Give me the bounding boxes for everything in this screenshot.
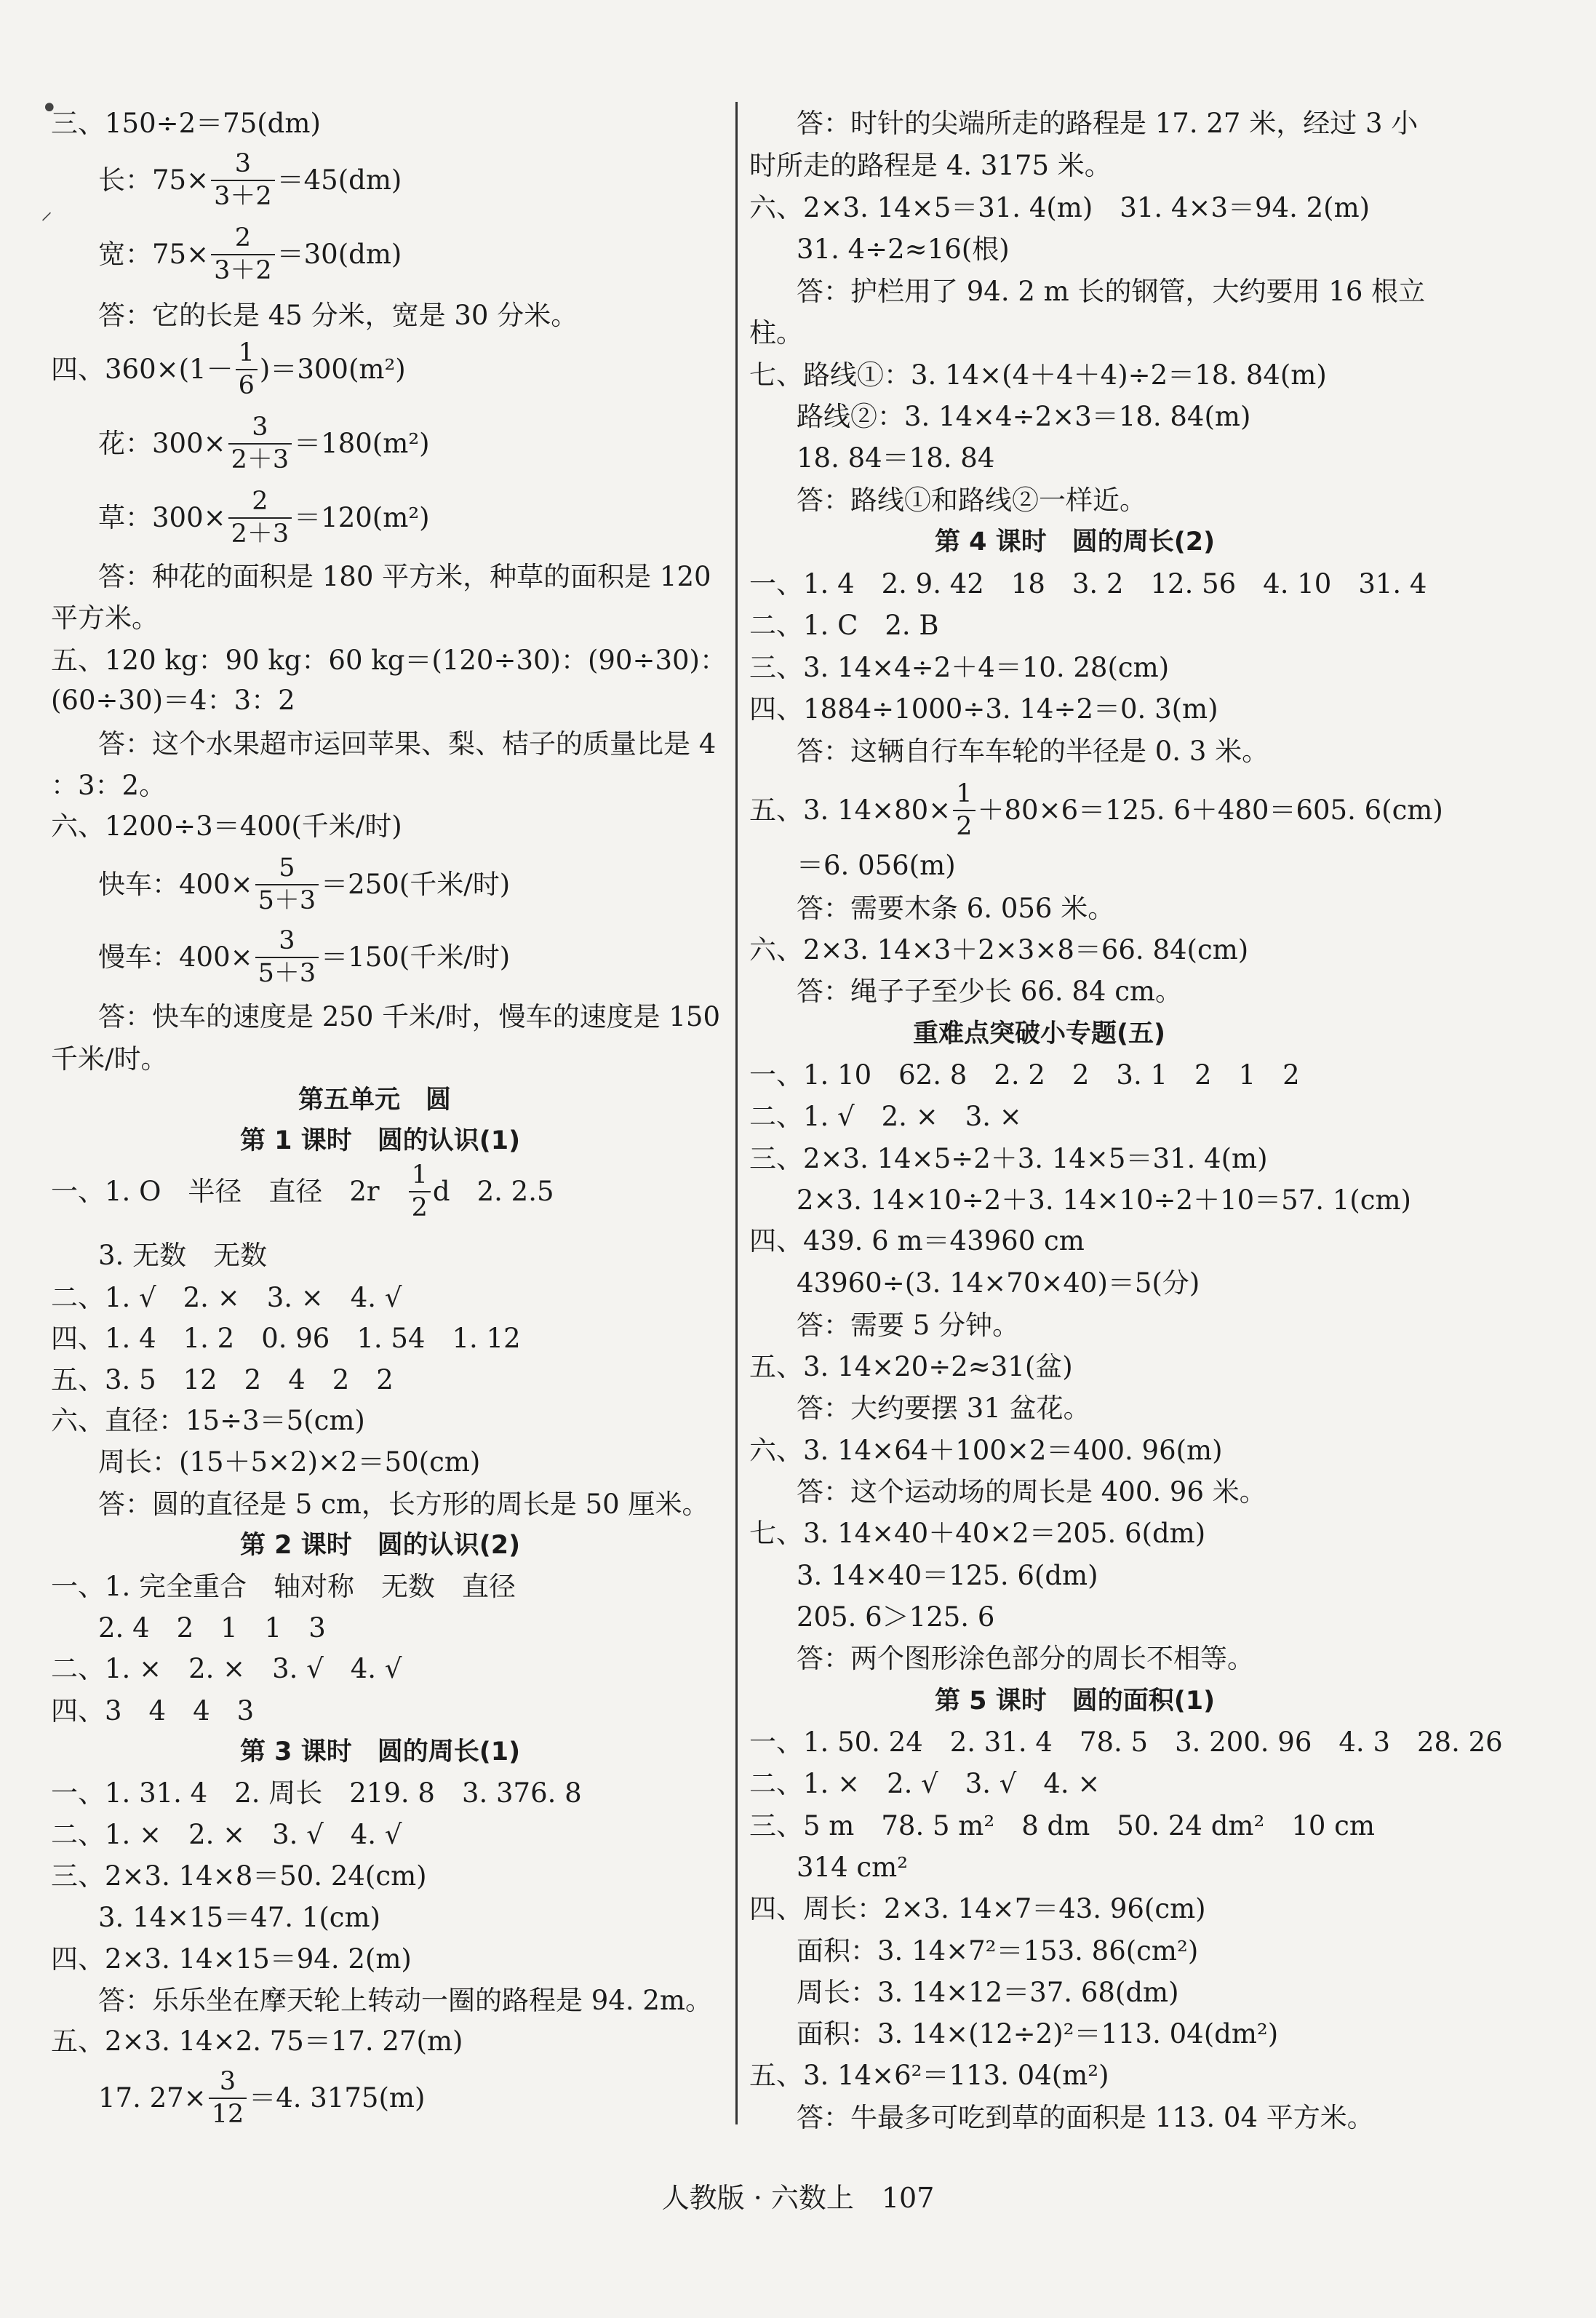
section-heading: 第 3 课时 圆的周长(1) — [240, 1737, 521, 1767]
fraction-denominator: 5＋3 — [255, 957, 319, 987]
answer-line: 答：牛最多可吃到草的面积是 113. 04 平方米。 — [797, 2102, 1374, 2133]
answer-line: 2×3. 14×10÷2＋3. 14×10÷2＋10＝57. 1(cm) — [797, 1184, 1411, 1216]
answer-line — [51, 1155, 554, 1228]
expression-part: ＝180(m²) — [294, 428, 430, 459]
fraction — [228, 415, 292, 473]
section-heading: 第 1 课时 圆的认识(1) — [240, 1126, 521, 1155]
answer-line: 一、1. 31. 4 2. 周长 219. 8 3. 376. 8 — [51, 1777, 582, 1809]
answer-line: 答：需要木条 6. 056 米。 — [797, 893, 1115, 924]
answer-line: 答：它的长是 45 分米，宽是 30 分米。 — [98, 300, 578, 331]
fraction — [409, 1160, 431, 1222]
fraction — [255, 928, 319, 987]
answer-line — [98, 2062, 425, 2135]
fraction-numerator: 5 — [279, 853, 295, 883]
answer-line: 五、2×3. 14×2. 75＝17. 27(m) — [51, 2026, 463, 2057]
fraction-numerator: 1 — [411, 1160, 428, 1190]
answer-line: 18. 84＝18. 84 — [797, 442, 995, 474]
answer-line: 五、3. 5 12 2 4 2 2 — [51, 1364, 394, 1395]
expression-part: 长：75× — [98, 164, 210, 196]
fraction-numerator: 1 — [956, 779, 973, 808]
answer-line: 一、1. 4 2. 9. 42 18 3. 2 12. 56 4. 10 31. 4 — [749, 568, 1427, 600]
section-heading: 重难点突破小专题(五) — [913, 1019, 1165, 1048]
fraction — [209, 2069, 247, 2127]
fraction-denominator: 12 — [209, 2098, 247, 2127]
fraction-denominator: 3＋2 — [211, 254, 275, 284]
fraction-denominator: 5＋3 — [255, 884, 319, 914]
answer-line: 平方米。 — [51, 602, 159, 634]
answer-line: 答：绳子子至少长 66. 84 cm。 — [797, 976, 1183, 1007]
expression-part: 宽：75× — [98, 239, 210, 270]
answer-line — [98, 218, 402, 291]
expression-part: 慢车：400× — [98, 941, 253, 973]
answer-line: 四、439. 6 m＝43960 cm — [749, 1225, 1085, 1256]
answer-line: 3. 无数 无数 — [98, 1240, 268, 1271]
answer-line: 二、1. × 2. × 3. √ 4. √ — [51, 1819, 402, 1850]
expression-part: d 2. 2.5 — [432, 1176, 554, 1207]
answer-line: 一、1. 50. 24 2. 31. 4 78. 5 3. 200. 96 4. 3 28. 26 — [749, 1726, 1503, 1758]
fraction-denominator: 2 — [953, 810, 975, 840]
answer-line: 三、2×3. 14×5÷2＋3. 14×5＝31. 4(m) — [749, 1143, 1268, 1174]
fraction-denominator: 3＋2 — [211, 180, 275, 210]
answer-line: 答：种花的面积是 180 平方米，种草的面积是 120 — [98, 561, 711, 592]
answer-line: 四、周长：2×3. 14×7＝43. 96(cm) — [749, 1893, 1206, 1924]
answer-line: 面积：3. 14×7²＝153. 86(cm²) — [797, 1935, 1199, 1967]
answer-line — [98, 482, 430, 554]
expression-part: ＝4. 3175(m) — [249, 2082, 426, 2114]
answer-line: 205. 6＞125. 6 — [797, 1601, 995, 1633]
expression-part: 一、1. O 半径 直径 2r — [51, 1176, 407, 1207]
answer-line: 3. 14×15＝47. 1(cm) — [98, 1902, 381, 1933]
answer-line: 三、5 m 78. 5 m² 8 dm 50. 24 dm² 10 cm — [749, 1810, 1375, 1841]
answer-line: 五、3. 14×6²＝113. 04(m²) — [749, 2060, 1109, 2091]
answer-line — [98, 921, 510, 994]
answer-line: 四、1884÷1000÷3. 14÷2＝0. 3(m) — [749, 693, 1218, 725]
answer-line: 答：时针的尖端所走的路程是 17. 27 米，经过 3 小 — [797, 108, 1419, 139]
answer-line: 五、120 kg：90 kg：60 kg＝(120÷30)：(90÷30)： — [51, 645, 727, 676]
fraction-numerator: 3 — [219, 2067, 236, 2096]
fraction-numerator: 3 — [279, 926, 295, 955]
answer-line — [98, 848, 510, 921]
answer-line: 千米/时。 — [51, 1043, 168, 1075]
expression-part: 草：300× — [98, 502, 226, 533]
expression-part: ＝30(dm) — [276, 239, 402, 270]
answer-line: 七、3. 14×40＋40×2＝205. 6(dm) — [749, 1518, 1206, 1549]
answer-line: 314 cm² — [797, 1852, 909, 1883]
fraction-numerator: 2 — [252, 487, 268, 516]
answer-line: 一、1. 完全重合 轴对称 无数 直径 — [51, 1571, 516, 1602]
answer-line: 答：护栏用了 94. 2 m 长的钢管，大约要用 16 根立 — [797, 276, 1426, 307]
expression-part: )＝300(m²) — [259, 354, 406, 385]
answer-line: 答：路线①和路线②一样近。 — [797, 485, 1146, 516]
answer-line: 四、3 4 4 3 — [51, 1695, 255, 1726]
answer-line — [98, 407, 430, 480]
answer-line: 31. 4÷2≈16(根) — [797, 234, 1010, 265]
fraction-denominator: 2＋3 — [228, 443, 292, 473]
fraction — [228, 489, 292, 547]
fraction-denominator: 2 — [409, 1191, 431, 1221]
answer-line: 二、1. × 2. √ 3. √ 4. × — [749, 1768, 1101, 1799]
answer-line: 五、3. 14×20÷2≈31(盆) — [749, 1351, 1073, 1382]
answer-line: 答：这个运动场的周长是 400. 96 米。 — [797, 1476, 1266, 1508]
fraction — [211, 151, 275, 210]
section-heading: 第 4 课时 圆的周长(2) — [935, 527, 1216, 557]
expression-part: 花：300× — [98, 428, 226, 459]
expression-part: 17. 27× — [98, 2082, 207, 2114]
answer-line: 六、2×3. 14×3＋2×3×8＝66. 84(cm) — [749, 934, 1249, 965]
answer-line: 六、3. 14×64＋100×2＝400. 96(m) — [749, 1435, 1223, 1466]
expression-part: ＝150(千米/时) — [321, 941, 511, 973]
answer-line: 周长：3. 14×12＝37. 68(dm) — [797, 1977, 1179, 2008]
answer-line: 四、1. 4 1. 2 0. 96 1. 54 1. 12 — [51, 1323, 521, 1354]
section-heading: 第 5 课时 圆的面积(1) — [935, 1686, 1216, 1716]
answer-line: 答：需要 5 分钟。 — [797, 1310, 1020, 1341]
answer-line: 2. 4 2 1 1 3 — [98, 1612, 326, 1644]
answer-line: 面积：3. 14×(12÷2)²＝113. 04(dm²) — [797, 2018, 1279, 2050]
answer-line: 二、1. C 2. B — [749, 610, 939, 641]
fraction — [953, 781, 975, 840]
fraction — [211, 223, 275, 285]
answer-line: 时所走的路程是 4. 3175 米。 — [749, 150, 1112, 181]
answer-line: 答：这个水果超市运回苹果、梨、桔子的质量比是 4 — [98, 728, 717, 760]
margin-mark: • — [41, 92, 58, 125]
answer-line — [749, 774, 1443, 847]
answer-line: 答：两个图形涂色部分的周长不相等。 — [797, 1643, 1254, 1674]
answer-line: 答：乐乐坐在摩天轮上转动一圈的路程是 94. 2m。 — [98, 1985, 712, 2016]
expression-part: ＝120(m²) — [294, 502, 430, 533]
section-heading: 第 2 课时 圆的认识(2) — [240, 1531, 521, 1560]
expression-part: ＝250(千米/时) — [321, 869, 511, 900]
page-footer: 人教版 · 六数上 107 — [661, 2182, 935, 2214]
expression-part: 五、3. 14×80× — [749, 794, 951, 826]
section-heading: 第五单元 圆 — [298, 1086, 452, 1115]
answer-line: 答：这辆自行车车轮的半径是 0. 3 米。 — [797, 736, 1269, 767]
fraction — [236, 340, 258, 399]
expression-part: 快车：400× — [98, 869, 253, 900]
expression-part: ＝45(dm) — [276, 164, 402, 196]
answer-line: (60÷30)＝4：3：2 — [51, 685, 295, 716]
answer-line: ：3：2。 — [51, 770, 167, 801]
answer-line: 三、3. 14×4÷2＋4＝10. 28(cm) — [749, 652, 1170, 683]
expression-part: 四、360×(1－ — [51, 354, 234, 385]
answer-line: 四、2×3. 14×15＝94. 2(m) — [51, 1943, 412, 1975]
fraction — [255, 853, 319, 915]
answer-line: 周长：(15＋5×2)×2＝50(cm) — [98, 1446, 481, 1478]
answer-line: 七、路线①：3. 14×(4＋4＋4)÷2＝18. 84(m) — [749, 359, 1327, 391]
answer-line: 答：快车的速度是 250 千米/时，慢车的速度是 150 — [98, 1001, 720, 1032]
answer-line: 三、2×3. 14×8＝50. 24(cm) — [51, 1860, 427, 1892]
answer-line: 答：大约要摆 31 盆花。 — [797, 1393, 1090, 1424]
fraction-denominator: 6 — [236, 369, 258, 399]
answer-line: ＝6. 056(m) — [797, 850, 956, 881]
margin-mark: ⸝ — [41, 197, 53, 225]
expression-part: ＋80×6＝125. 6＋480＝605. 6(cm) — [977, 794, 1443, 826]
answer-line — [98, 144, 402, 217]
answer-line: 路线②：3. 14×4÷2×3＝18. 84(m) — [797, 401, 1251, 432]
answer-line: 二、1. × 2. × 3. √ 4. √ — [51, 1653, 402, 1684]
fraction-numerator: 3 — [252, 413, 268, 442]
answer-line: 43960÷(3. 14×70×40)＝5(分) — [797, 1267, 1200, 1299]
fraction-numerator: 1 — [238, 338, 255, 367]
fraction-numerator: 3 — [234, 149, 251, 178]
fraction-numerator: 2 — [234, 223, 251, 252]
answer-line: 六、1200÷3＝400(千米/时) — [51, 810, 402, 842]
answer-line — [51, 333, 406, 406]
answer-line: 3. 14×40＝125. 6(dm) — [797, 1560, 1098, 1591]
fraction-denominator: 2＋3 — [228, 517, 292, 547]
answer-line: 二、1. √ 2. × 3. × — [749, 1101, 1022, 1132]
answer-line: 六、直径：15÷3＝5(cm) — [51, 1405, 365, 1436]
answer-line: 答：圆的直径是 5 cm，长方形的周长是 50 厘米。 — [98, 1489, 709, 1520]
answer-line: 柱。 — [749, 317, 803, 349]
answer-line: 三、150÷2＝75(dm) — [51, 108, 321, 139]
column-divider — [735, 102, 738, 2124]
answer-line: 二、1. √ 2. × 3. × 4. √ — [51, 1282, 402, 1313]
answer-line: 六、2×3. 14×5＝31. 4(m) 31. 4×3＝94. 2(m) — [749, 192, 1370, 223]
answer-line: 一、1. 10 62. 8 2. 2 2 3. 1 2 1 2 — [749, 1059, 1300, 1091]
